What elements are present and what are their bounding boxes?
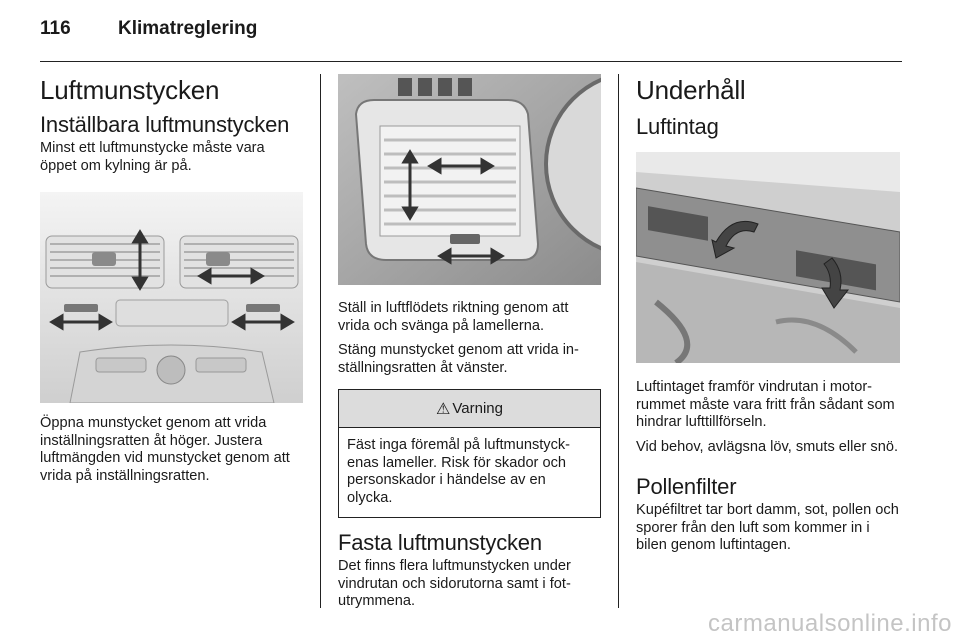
warning-title: Varning: [452, 400, 503, 417]
page-number: 116: [40, 18, 71, 39]
column-left: [40, 74, 303, 485]
warning-box: [338, 389, 601, 518]
warning-text: Fäst inga föremål på luftmunstyck-enas lameller. Risk för skador och personskador i händelse av en olycka.: [347, 437, 571, 506]
paragraph-remove-debris: Vid behov, avlägsna löv, smuts eller snö.: [636, 438, 899, 455]
section-title-pollen-filter: Pollenfilter: [636, 474, 737, 499]
section-title-fixed-vents: Fasta luftmunstycken: [338, 530, 542, 555]
chapter-title: Klimatreglering: [118, 18, 258, 39]
paragraph-fixed-vents: Det finns flera luftmunstycken under vindrutan och sidorutorna samt i fot-utrymmena.: [338, 558, 571, 609]
paragraph-close-vent: Stäng munstycket genom att vrida in-ställningsratten åt vänster.: [338, 342, 579, 376]
warning-header: [339, 390, 600, 428]
section-title-luftmunstycken: Luftmunstycken: [40, 75, 220, 105]
paragraph-pollen-filter: Kupéfiltret tar bort damm, sot, pollen och sporer från den luft som kommer in i bilen genom luftintagen.: [636, 502, 899, 553]
watermark-text: carmanualsonline.info: [708, 610, 952, 637]
column-divider-left: [320, 74, 321, 608]
column-divider-right: [618, 74, 619, 608]
figure-dashboard-vents: [40, 192, 303, 403]
intro-paragraph: Minst ett luftmunstycke måste vara öppet om kylning är på.: [40, 140, 265, 174]
section-title-underhall: Underhåll: [636, 75, 746, 105]
subsection-title-air-intake: Luftintag: [636, 114, 719, 139]
paragraph-adjust-direction: Ställ in luftflödets riktning genom att vrida och svänga på lamellerna.: [338, 300, 569, 334]
header-rule: [40, 61, 902, 62]
page-header: [40, 12, 257, 46]
subsection-title-adjustable-vents: Inställbara luftmunstycken: [40, 112, 290, 137]
column-middle: [338, 74, 601, 611]
figure-side-vent: [338, 74, 601, 285]
figure-caption: Öppna munstycket genom att vrida inställningsratten åt höger. Justera luftmängden vid munstycket genom att vrida på inställningsratten.: [40, 415, 290, 484]
warning-triangle-icon: ⚠: [436, 400, 451, 418]
column-right: [636, 74, 900, 555]
paragraph-air-intake: Luftintaget framför vindrutan i motor-rummet måste vara fritt från sådant som hindrar lufttillförseln.: [636, 379, 895, 430]
figure-air-intake: [636, 152, 900, 363]
